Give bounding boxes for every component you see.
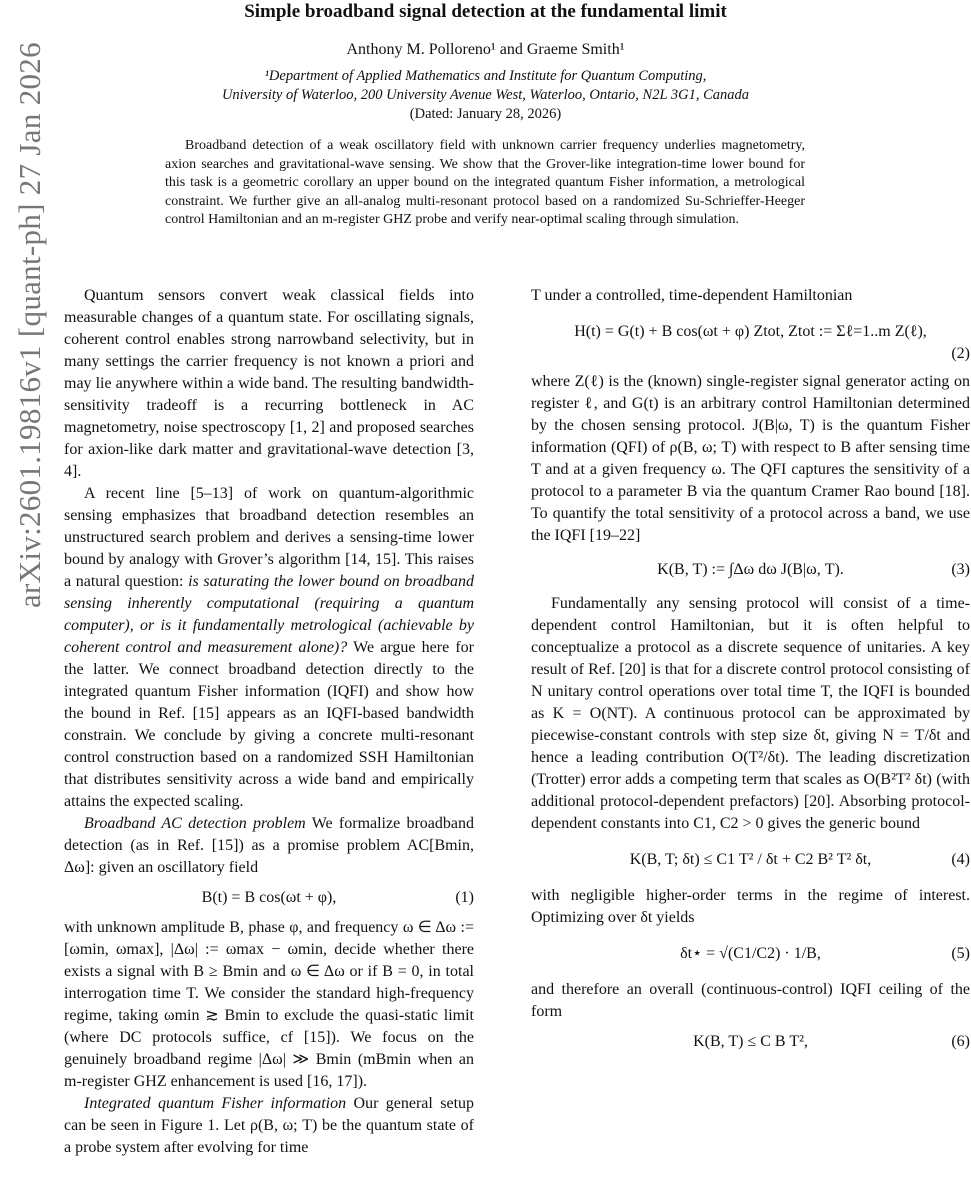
equation-body: K(B, T) ≤ C B T², bbox=[693, 1033, 808, 1050]
paragraph: T under a controlled, time-dependent Hamiltonian bbox=[531, 287, 853, 304]
paragraph bbox=[64, 483, 474, 813]
equation-body: H(t) = G(t) + B cos(ωt + φ) Ztot, Ztot := Σℓ=1..m Z(ℓ), bbox=[574, 323, 927, 340]
italic-question: is saturating the lower bound on broadband sensing inherently computational (requiring a quantum computer), or is it fundamentally metrological (achievable by coherent control and measurement alone)? bbox=[64, 573, 475, 656]
equation-body: K(B, T; δt) ≤ C1 T² / δt + C2 B² T² δt, bbox=[629, 851, 872, 868]
date-line: (Dated: January 28, 2026) bbox=[409, 106, 562, 122]
equation-number: (4) bbox=[951, 851, 970, 868]
equation-6 bbox=[531, 1031, 970, 1053]
paragraph bbox=[64, 1093, 474, 1159]
paragraph: and therefore an overall (continuous-control) IQFI ceiling of the form bbox=[531, 981, 970, 1020]
paragraph: Quantum sensors convert weak classical fields into measurable changes of a quantum state. For oscillating signals, coherent control enables strong narrowband selectivity, but in many settings the carrier frequency is not known a priori and may lie anywhere within a wide band. The resulting bandwidth-sensitivity tradeoff is a recurring bottleneck in AC magnetometry, noise spectroscopy [1, 2] and proposed searches for axion-like dark matter and gravitational-wave detection [3, 4]. bbox=[64, 287, 474, 480]
left-column bbox=[64, 285, 474, 1159]
abstract: Broadband detection of a weak oscillatory field with unknown carrier frequency underlies magnetometry, axion searches and gravitational-wave sensing. We show that the Grover-like integration-time lower bound for this task is a geometric corollary an upper bound on the integrated quantum Fisher information, a metrological constraint. We further give an all-analog multi-resonant protocol based on a randomized Su-Schrieffer-Heeger control Hamiltonian and an m-register GHZ probe and verify near-optimal scaling through simulation. bbox=[165, 138, 805, 227]
text-run: A recent line [5–13] of work on quantum-algorithmic sensing emphasizes that broadband detection resembles an unstructured search problem and derives a sensing-time lower bound by analogy with Grover’s algorithm [14, 15]. This raises a natural question: bbox=[64, 485, 474, 590]
equation-5 bbox=[531, 943, 970, 965]
affiliation bbox=[60, 67, 911, 105]
text-run: Our general setup can be seen in Figure 1. Let ρ(B, ω; T) be the quantum state of a probe system after evolving for time bbox=[64, 1095, 475, 1156]
section-run-in-heading: Integrated quantum Fisher information bbox=[84, 1095, 347, 1112]
text-run: We argue here for the latter. We connect broadband detection directly to the integrated quantum Fisher information (IQFI) and show how the bound in Ref. [15] appears as an IQFI-based bandwidth constrain. We conclude by giving a concrete multi-resonant control construction based on a randomized SSH Hamiltonian that distributes sensitivity across a wide band and empirically attains the expected scaling. bbox=[64, 639, 474, 810]
equation-4 bbox=[531, 849, 970, 871]
paragraph: with unknown amplitude B, phase φ, and frequency ω ∈ Δω := [ωmin, ωmax], |Δω| := ωmax − ωmin, decide whether there exists a signal with B ≥ Bmin and ω ∈ Δω or if B = 0, in total interrogation time T. We consider the standard high-frequency regime, taking ωmin ≳ Bmin to exclude the quasi-static limit (where DC protocols suffice, cf [15]). We focus on the genuinely broadband regime |Δω| ≫ Bmin (mBmin when an m-register GHZ enhancement is used [16, 17]). bbox=[64, 919, 474, 1090]
equation-1 bbox=[64, 887, 474, 909]
paper-title: Simple broadband signal detection at the fundamental limit bbox=[244, 1, 727, 22]
arxiv-identifier: arXiv:2601.19816v1 [quant-ph] 27 Jan 2026 bbox=[12, 42, 47, 608]
paper-header bbox=[60, 0, 911, 123]
equation-number: (1) bbox=[455, 889, 474, 906]
equation-2 bbox=[531, 321, 970, 365]
equation-number: (3) bbox=[951, 561, 970, 578]
equation-3 bbox=[531, 559, 970, 581]
affiliation-line-1: ¹Department of Applied Mathematics and Institute for Quantum Computing, bbox=[264, 68, 707, 84]
author-list: Anthony M. Polloreno¹ and Graeme Smith¹ bbox=[346, 41, 625, 58]
section-run-in-heading: Broadband AC detection problem bbox=[84, 815, 306, 832]
paragraph: with negligible higher-order terms in the regime of interest. Optimizing over δt yields bbox=[531, 887, 970, 926]
right-column bbox=[531, 285, 970, 1061]
equation-number: (2) bbox=[951, 345, 970, 362]
equation-number: (5) bbox=[951, 945, 970, 962]
text-run: We formalize broadband detection (as in Ref. [15]) as a promise problem AC[Bmin, Δω]: given an oscillatory field bbox=[64, 815, 474, 876]
affiliation-line-2: University of Waterloo, 200 University Avenue West, Waterloo, Ontario, N2L 3G1, Canada bbox=[221, 87, 750, 103]
paragraph bbox=[64, 813, 474, 879]
equation-body: K(B, T) := ∫Δω dω J(B|ω, T). bbox=[657, 561, 844, 578]
equation-number: (6) bbox=[951, 1033, 970, 1050]
arxiv-sidebar bbox=[2, 42, 47, 608]
equation-body: δt⋆ = √(C1/C2) · 1/B, bbox=[680, 945, 821, 962]
equation-body: B(t) = B cos(ωt + φ), bbox=[201, 889, 337, 906]
paragraph: where Z(ℓ) is the (known) single-register signal generator acting on register ℓ, and G(t) is an arbitrary control Hamiltonian determined by the chosen sensing protocol. J(B|ω, T) is the quantum Fisher information (QFI) of ρ(B, ω; T) with respect to B after sensing time T and at a given frequency ω. The QFI captures the sensitivity of a protocol to a parameter B via the quantum Cramer Rao bound [18]. To quantify the total sensitivity of a protocol across a band, we use the IQFI [19–22] bbox=[531, 373, 970, 544]
paragraph: Fundamentally any sensing protocol will consist of a time-dependent control Hamiltonian, but it is often helpful to conceptualize a protocol as a discrete sequence of unitaries. A key result of Ref. [20] is that for a discrete control protocol consisting of N unitary control operations over total time T, the IQFI is bounded as K = O(NT). A continuous protocol can be approximated by piecewise-constant controls with step size δt, giving N = T/δt and hence a leading contribution O(T²/δt). The leading discretization (Trotter) error adds a competing term that scales as O(B²T² δt) (with additional protocol-dependent prefactors) [20]. Absorbing protocol-dependent constants into C1, C2 > 0 gives the generic bound bbox=[531, 595, 970, 832]
